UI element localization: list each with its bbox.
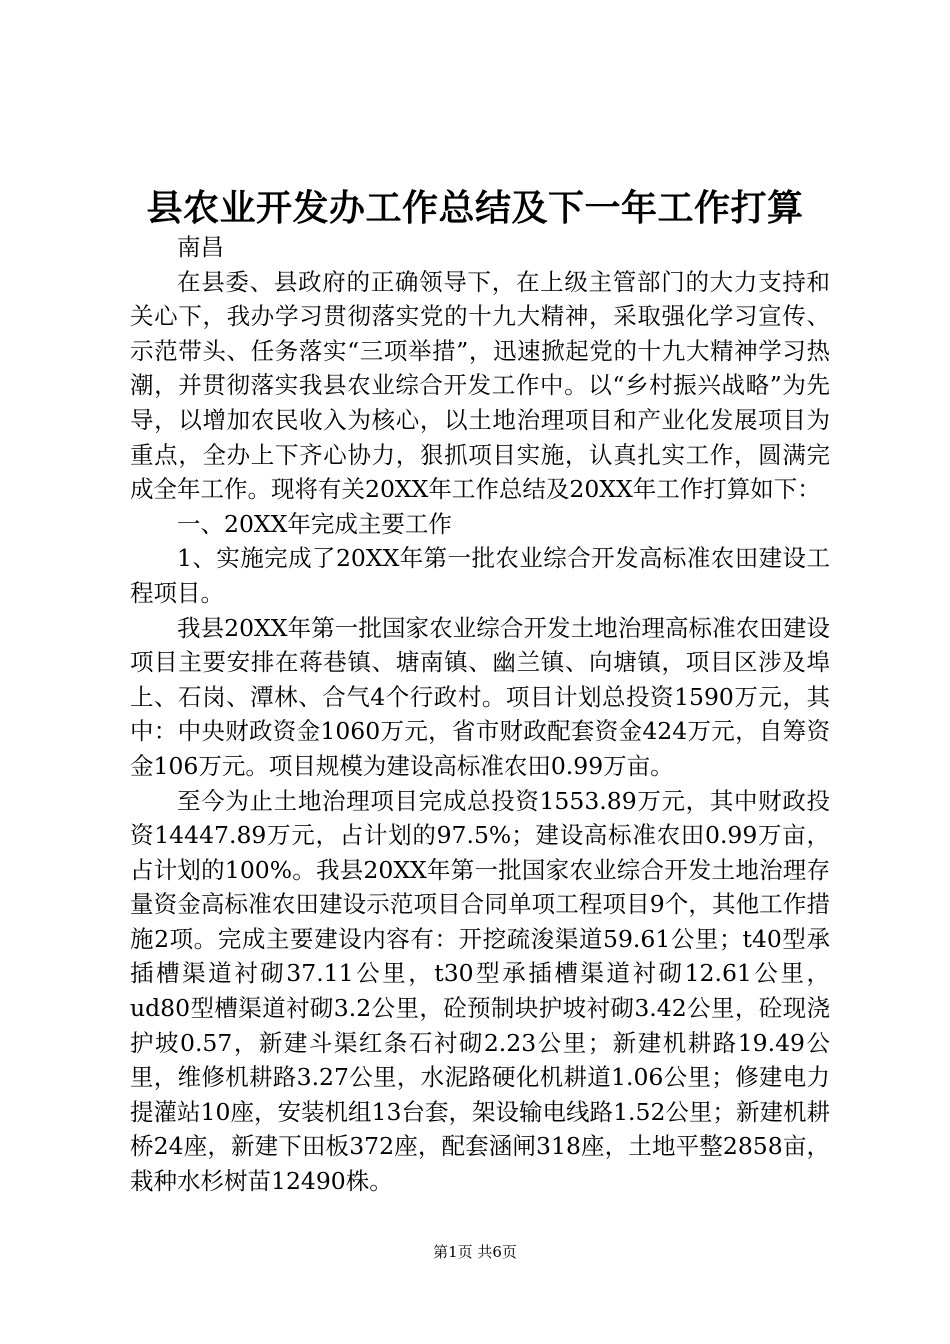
author-location: 南昌: [177, 233, 224, 261]
document-title: 县农业开发办工作总结及下一年工作打算: [146, 188, 804, 229]
subsection-heading: 1、实施完成了20XX年第一批农业综合开发高标准农田建设工程项目。: [130, 544, 830, 607]
progress-paragraph: 至今为止土地治理项目完成总投资1553.89万元，其中财政投资14447.89万元，占计划的97.5%；建设高标准农田0.99万亩，占计划的100%。我县20XX年第一批国家农业综合开发土地治理存量资金高标准农田建设示范项目合同单项工程项目9个，其他工作措施2项。完成主要建设内容有：开挖疏浚渠道59.61公里；t40型承插槽渠道衬砌37.11公里，t30型承插槽渠道衬砌12.61公里，ud80型槽渠道衬砌3.2公里，砼预制块护坡衬砌3.42公里，砼现浇护坡0.57，新建斗渠红条石衬砌2.23公里；新建机耕路19.49公里，维修机耕路3.27公里，水泥路硬化机耕道1.06公里；修建电力提灌站10座，安装机组13台套，架设输电线路1.52公里；新建机耕桥24座，新建下田板372座，配套涵闸318座，土地平整2858亩，栽种水杉树苗12490株。: [130, 786, 830, 1196]
intro-paragraph: 在县委、县政府的正确领导下，在上级主管部门的大力支持和关心下，我办学习贯彻落实党的十九大精神，采取强化学习宣传、示范带头、任务落实“三项举措”，迅速掀起党的十九大精神学习热潮，并贯彻落实我县农业综合开发工作中。以“乡村振兴战略”为先导，以增加农民收入为核心，以土地治理项目和产业化发展项目为重点，全办上下齐心协力，狠抓项目实施，认真扎实工作，圆满完成全年工作。现将有关20XX年工作总结及20XX年工作打算如下：: [130, 267, 830, 504]
page-number-footer: 第1页 共6页: [433, 1243, 517, 1261]
project-overview-paragraph: 我县20XX年第一批国家农业综合开发土地治理高标准农田建设项目主要安排在蒋巷镇、塘南镇、幽兰镇、向塘镇，项目区涉及埠上、石岗、潭林、合气4个行政村。项目计划总投资1590万元，其中：中央财政资金1060万元，省市财政配套资金424万元，自筹资金106万元。项目规模为建设高标准农田0.99万亩。: [130, 613, 830, 780]
document-body: [130, 230, 830, 1199]
section-heading: 一、20XX年完成主要工作: [177, 509, 452, 538]
